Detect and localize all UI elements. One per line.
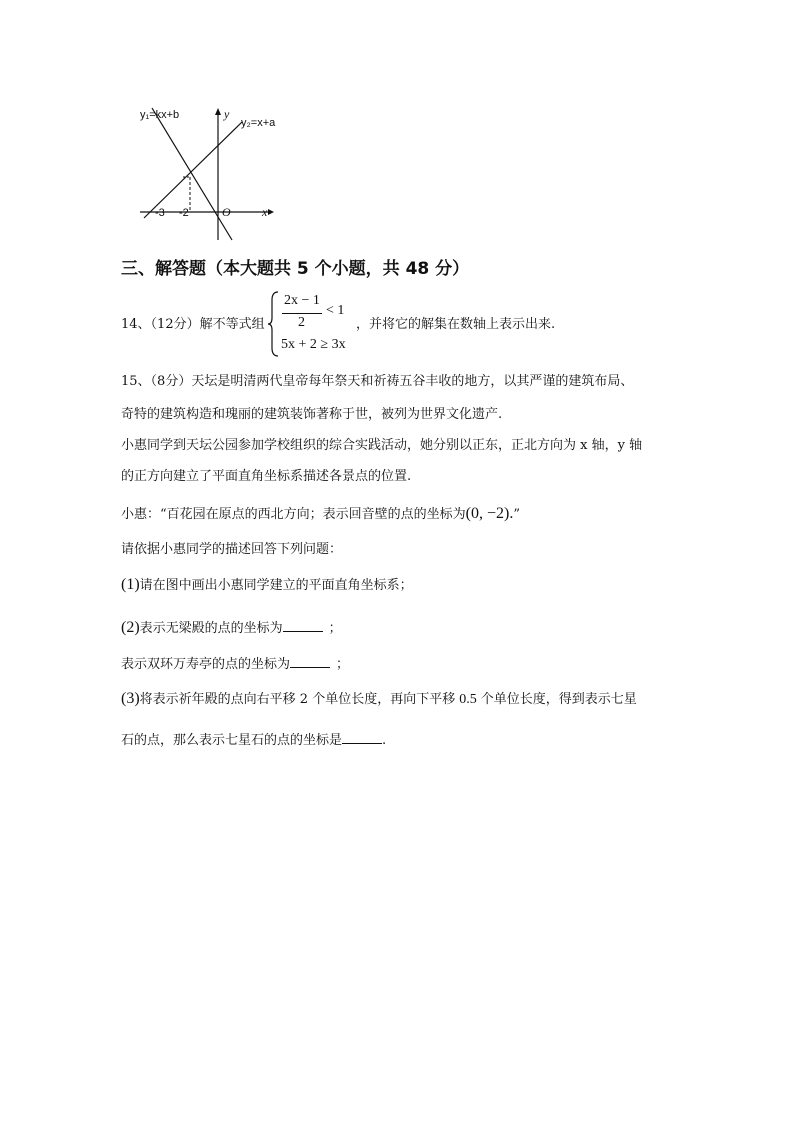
tick-neg3: -3 [155, 207, 165, 219]
part2b-answer-blank[interactable] [290, 655, 330, 668]
part2-end: ； [328, 621, 342, 636]
part2b-text: 表示双环万寿亭的点的坐标为 [121, 657, 291, 672]
part1-number: (1) [121, 576, 140, 593]
part2b-end: ； [336, 657, 350, 672]
q15-part3 [121, 690, 637, 709]
x-axis-arrow [268, 209, 274, 215]
x-axis-label: x [262, 205, 268, 219]
fraction-bar [282, 313, 322, 314]
ineq1-rest: < 1 [326, 303, 345, 318]
line2-label: y₂=x+a [241, 117, 276, 129]
q15-instruction: 请依据小惠同学的描述回答下列问题： [121, 542, 343, 557]
q15-line3: 小惠同学到天坛公园参加学校组织的综合实践活动，她分别以正东，正北方向为 x 轴，y 轴 [121, 438, 643, 453]
q15-line2: 奇特的建筑构造和瑰丽的建筑装饰著称于世，被列为世界文化遗产. [121, 407, 503, 422]
part3-text-c: 石的点，那么表示七星石的点的坐标是 [121, 733, 343, 748]
q15-part3-cont [121, 731, 386, 750]
line1-label: y₁=kx+b [140, 109, 180, 121]
q15-part1 [121, 576, 413, 595]
ineq1-denominator: 2 [298, 315, 305, 330]
ineq1-numerator: 2x − 1 [284, 293, 320, 308]
ineq2: 5x + 2 ≥ 3x [281, 337, 346, 352]
part1-text: 请在图中画出小惠同学建立的平面直角坐标系； [139, 578, 413, 593]
q15-part2 [121, 619, 342, 638]
part3-value: 0.5 [459, 692, 477, 707]
y-axis-arrow [215, 108, 221, 115]
q14-prefix: 14、（12分）解不等式组 [121, 317, 265, 332]
quote-end: ” [513, 507, 520, 522]
q15-line4: 的正方向建立了平面直角坐标系描述各景点的位置. [121, 469, 412, 484]
part3-text-a: 将表示祈年殿的点向右平移 2 个单位长度，再向下平移 [139, 692, 456, 707]
section-heading: 三、解答题（本大题共 5 个小题，共 48 分） [121, 259, 470, 279]
line-y2 [144, 122, 242, 218]
origin-label: O [222, 205, 231, 219]
part3-answer-blank[interactable] [342, 731, 382, 744]
part3-end: . [382, 733, 387, 748]
tick-neg2: -2 [179, 207, 189, 219]
part2-answer-blank[interactable] [283, 619, 323, 632]
part3-number: (3) [121, 690, 140, 707]
y-axis-label: y [224, 107, 230, 121]
quote-text: 小惠：“百花园在原点的西北方向；表示回音壁的点的坐标为 [121, 507, 466, 522]
q15-quote [121, 505, 520, 524]
part2-number: (2) [121, 619, 140, 636]
function-graph [130, 100, 290, 245]
q14-suffix: ，并将它的解集在数轴上表示出来. [356, 317, 556, 332]
q15-line1: 15、（8分）天坛是明清两代皇帝每年祭天和祈祷五谷丰收的地方，以其严谨的建筑布局、 [121, 374, 634, 389]
q15-part2b [121, 655, 349, 674]
line-y1 [152, 108, 232, 240]
part2-text: 表示无梁殿的点的坐标为 [139, 621, 283, 636]
system-brace [268, 290, 280, 358]
quote-coordinate: (0, −2). [465, 505, 514, 522]
part3-text-b: 个单位长度，得到表示七星 [480, 692, 637, 707]
